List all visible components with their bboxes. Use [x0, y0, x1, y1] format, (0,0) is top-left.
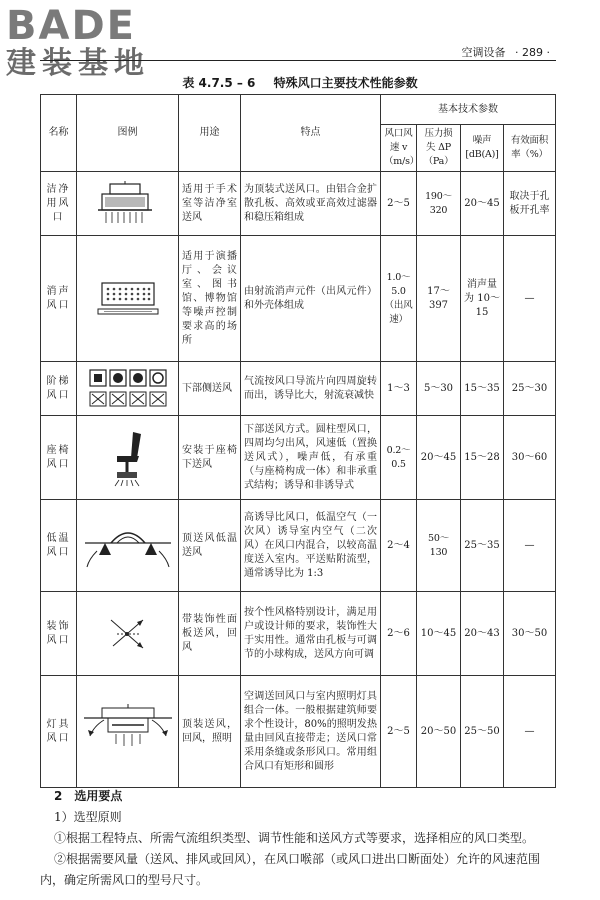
- row-noise: 25～35: [461, 500, 504, 592]
- section-heading: 2 选用要点: [54, 789, 123, 803]
- row-area: 25～30: [504, 362, 556, 416]
- row-velocity: 2～4: [381, 500, 417, 592]
- col-header-pressure: 压力损失 ΔP（Pa）: [417, 125, 461, 172]
- row-name: 阶梯风口: [41, 362, 77, 416]
- row-feature: 空调送回风口与室内照明灯具组合一体。一般根据建筑师要求个性设计，80%的照明发热量由回风直接带走；送风口常采用条缝或条形风口。常用组合风口有矩形和圆形: [241, 676, 381, 788]
- row-pressure: 10～45: [417, 592, 461, 676]
- row-feature: 下部送风方式。圆柱型风口，四周均匀出风，风速低（置换送风式），噪声低，有承重（与座椅构成一体）和非承重式结构；诱导和非诱导式: [241, 416, 381, 500]
- row-feature: 高诱导比风口，低温空气（一次风）诱导室内空气（二次风）在风口内混合，以较高温度送入室内。平送贴附流型，通常诱导比为 1:3: [241, 500, 381, 592]
- row-area: 30～60: [504, 416, 556, 500]
- logo-brand: BADE: [6, 3, 136, 49]
- row-name: 灯具风口: [41, 676, 77, 788]
- row-use: 适用于手术室等洁净室送风: [179, 172, 241, 236]
- table-row: [41, 416, 556, 500]
- row-velocity: 0.2～0.5: [381, 416, 417, 500]
- row-velocity: 1～3: [381, 362, 417, 416]
- row-area: —: [504, 676, 556, 788]
- paragraph: ②根据需要风量（送风、排风或回风），在风口喉部（或风口进出口断面处）允许的风速范围内，确定所需风口的型号尺寸。: [40, 852, 541, 887]
- figure-step-outlet: [77, 362, 179, 416]
- row-noise: 15～35: [461, 362, 504, 416]
- row-noise: 20～43: [461, 592, 504, 676]
- table-row: [41, 500, 556, 592]
- table-row: [41, 362, 556, 416]
- col-header-use: 用途: [179, 95, 241, 172]
- row-pressure: 5～30: [417, 362, 461, 416]
- running-header: [462, 44, 550, 60]
- row-pressure: 50～130: [417, 500, 461, 592]
- row-noise: 20～45: [461, 172, 504, 236]
- table-row: [41, 236, 556, 362]
- row-name: 座椅风口: [41, 416, 77, 500]
- figure-lowtemp-outlet: [77, 500, 179, 592]
- figure-silencer-outlet: [77, 236, 179, 362]
- row-area: —: [504, 236, 556, 362]
- figure-luminaire-outlet: [77, 676, 179, 788]
- table-title: 特殊风口主要技术性能参数: [273, 76, 418, 90]
- col-header-name: 名称: [41, 95, 77, 172]
- row-use: 下部侧送风: [179, 362, 241, 416]
- row-pressure: 190～320: [417, 172, 461, 236]
- logo: [6, 4, 206, 80]
- row-velocity: 2～5: [381, 172, 417, 236]
- row-pressure: 20～45: [417, 416, 461, 500]
- row-name: 低温风口: [41, 500, 77, 592]
- logo-subtitle: 建装基地: [6, 46, 150, 81]
- table-number: 表 4.7.5 – 6: [182, 76, 256, 90]
- row-velocity: 1.0～5.0（出风速）: [381, 236, 417, 362]
- page-number: · 289 ·: [515, 46, 550, 59]
- row-pressure: 17～397: [417, 236, 461, 362]
- header-rule: [40, 60, 556, 61]
- figure-decorative-outlet: [77, 592, 179, 676]
- body-text: [40, 786, 556, 891]
- row-name: 洁净用风口: [41, 172, 77, 236]
- col-header-figure: 图例: [77, 95, 179, 172]
- row-feature: 由射流消声元件（出风元件）和外壳体组成: [241, 236, 381, 362]
- row-feature: 为顶装式送风口。由铝合金扩散孔板、高效或亚高效过滤器和稳压箱组成: [241, 172, 381, 236]
- row-pressure: 20～50: [417, 676, 461, 788]
- row-name: 装饰风口: [41, 592, 77, 676]
- col-header-feature: 特点: [241, 95, 381, 172]
- col-header-basic: 基本技术参数: [381, 95, 556, 125]
- row-use: 顶送风低温送风: [179, 500, 241, 592]
- col-header-noise: 噪声 [dB(A)]: [461, 125, 504, 172]
- row-velocity: 2～6: [381, 592, 417, 676]
- row-noise: 消声量为 10～15: [461, 236, 504, 362]
- row-area: 30～50: [504, 592, 556, 676]
- row-feature: 气流按风口导流片向四周旋转而出，诱导比大，射流衰减快: [241, 362, 381, 416]
- row-velocity: 2～5: [381, 676, 417, 788]
- row-area: 取决于孔板开孔率: [504, 172, 556, 236]
- section-title: 空调设备: [461, 46, 506, 59]
- col-header-velocity: 风口风速 v（m/s）: [381, 125, 417, 172]
- row-use: 适用于演播厅、会议室、图书馆、博物馆等噪声控制要求高的场所: [179, 236, 241, 362]
- row-use: 安装于座椅下送风: [179, 416, 241, 500]
- figure-cleanroom-outlet: [77, 172, 179, 236]
- figure-seat-outlet: [77, 416, 179, 500]
- row-area: —: [504, 500, 556, 592]
- table-caption: [0, 74, 600, 91]
- col-header-area: 有效面积率（%）: [504, 125, 556, 172]
- row-noise: 15～28: [461, 416, 504, 500]
- spec-table: [40, 94, 556, 788]
- table-row: [41, 172, 556, 236]
- table-row: [41, 592, 556, 676]
- row-feature: 按个性风格特别设计，满足用户或设计师的要求，装饰性大于实用性。通常由孔板与可调节的小球构成，送风方向可调: [241, 592, 381, 676]
- paragraph: ①根据工程特点、所需气流组织类型、调节性能和送风方式等要求，选择相应的风口类型。: [54, 831, 535, 845]
- row-use: 带装饰性面板送风，回风: [179, 592, 241, 676]
- table-row: [41, 676, 556, 788]
- row-noise: 25～50: [461, 676, 504, 788]
- row-use: 顶装送风，回风，照明: [179, 676, 241, 788]
- subsection-heading: 1）选型原则: [54, 810, 122, 824]
- row-name: 消声风口: [41, 236, 77, 362]
